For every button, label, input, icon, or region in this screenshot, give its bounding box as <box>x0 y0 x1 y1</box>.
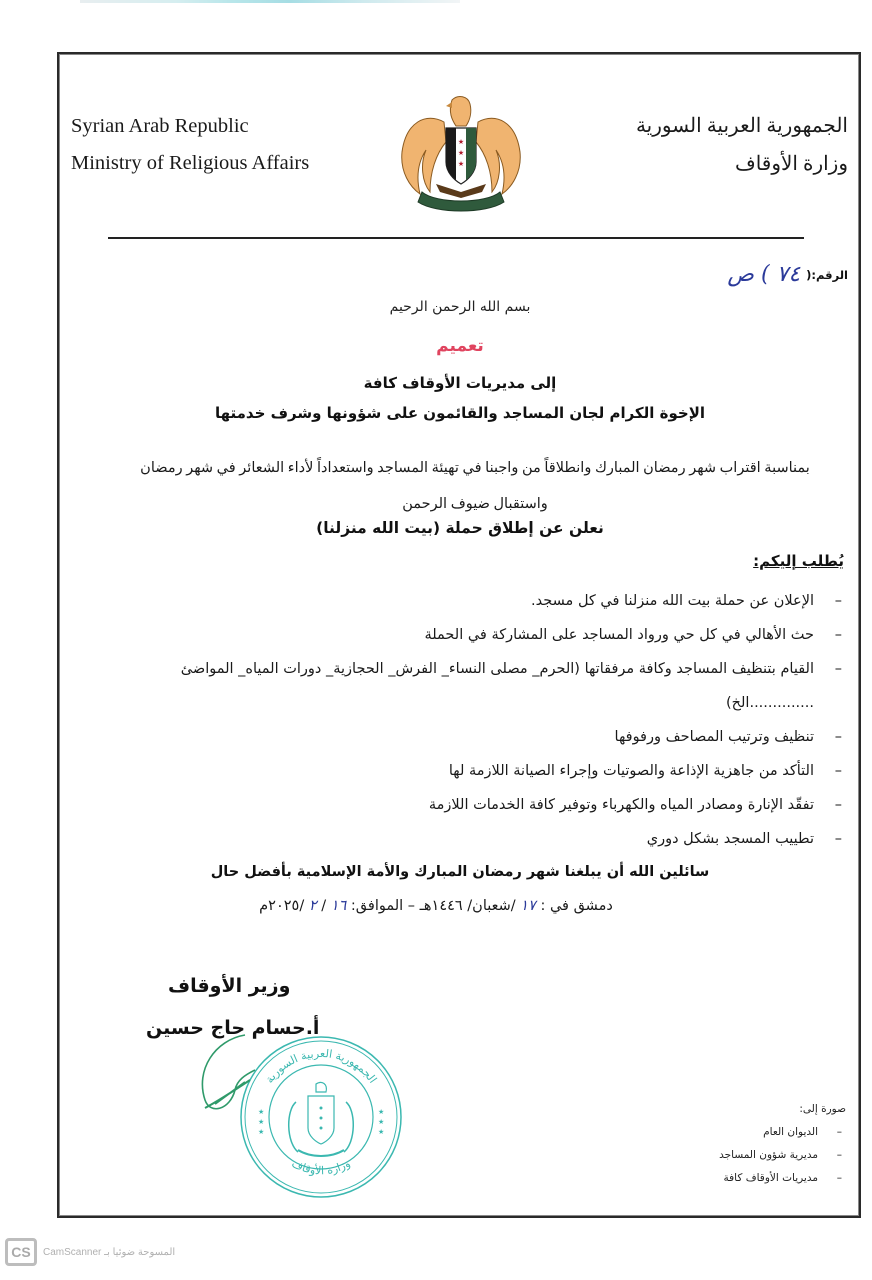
header-arabic-ministry: وزارة الأوقاف <box>734 153 848 175</box>
request-item: – القيام بتنظيف المساجد وكافة مرفقاتها (الحرم_ مصلى النساء_ الفرش_ الحجازية_ دورات المياه_ المواضئ ..............الخ) <box>124 652 844 720</box>
requests-list <box>124 584 844 856</box>
reference-handwritten-value: ٧٤ ) ص <box>727 262 801 287</box>
svg-text:★: ★ <box>378 1128 385 1136</box>
signatory-name: أ.حسام حاج حسين <box>146 1017 320 1039</box>
copy-recipient: – الديوان العام <box>763 1126 842 1138</box>
request-item: – تطييب المسجد بشكل دوري <box>124 822 844 856</box>
svg-text:★: ★ <box>457 149 465 157</box>
svg-text:★: ★ <box>378 1118 385 1126</box>
svg-text:★: ★ <box>258 1118 265 1126</box>
bullet-dash: – <box>834 797 842 813</box>
bullet-dash: – <box>834 627 842 643</box>
header-divider <box>108 237 804 239</box>
reference-number <box>727 262 848 287</box>
header-english-country: Syrian Arab Republic <box>71 115 249 137</box>
scan-artifact-strip <box>80 0 460 3</box>
date-prefix: دمشق في : <box>540 898 613 914</box>
stamp-top-text: الجمهورية العربية السورية <box>262 1046 380 1086</box>
handwritten-signature-icon <box>175 1030 275 1120</box>
copies-heading: صورة إلى: <box>799 1103 846 1115</box>
copy-recipient: – مديريات الأوقاف كافة <box>723 1172 842 1184</box>
document-type-title: تعميم <box>436 336 484 356</box>
copy-recipient: – مديرية شؤون المساجد <box>719 1149 842 1161</box>
gregorian-year: /٢٠٢٥م <box>259 898 305 914</box>
date-line: دمشق في : ١٧ /شعبان/ ١٤٤٦هـ – الموافق: ١٦ / ٢ /٢٠٢٥م <box>259 898 613 914</box>
camscanner-text: المسوحة ضوئيا بـ CamScanner <box>43 1246 176 1258</box>
svg-text:★: ★ <box>457 138 465 146</box>
svg-text:★: ★ <box>457 160 465 168</box>
recipient-line-1: إلى مديريات الأوقاف كافة <box>363 374 557 392</box>
bullet-dash: – <box>834 661 842 677</box>
signatory-title: وزير الأوقاف <box>168 975 291 997</box>
request-item: – التأكد من جاهزية الإذاعة والصوتيات وإجراء الصيانة اللازمة لها <box>124 754 844 788</box>
svg-text:★: ★ <box>378 1108 385 1116</box>
hijri-date-rest: /شعبان/ ١٤٤٦هـ – الموافق: <box>350 898 516 914</box>
campaign-announcement: نعلن عن إطلاق حملة (بيت الله منزلنا) <box>316 519 604 537</box>
header-english-ministry: Ministry of Religious Affairs <box>71 152 310 174</box>
closing-prayer: سائلين الله أن يبلغنا شهر رمضان المبارك والأمة الإسلامية بأفضل حال <box>210 864 710 880</box>
intro-paragraph: بمناسبة اقتراب شهر رمضان المبارك وانطلاقاً من واجبنا في تهيئة المساجد واستعداداً لأداء الشعائر في شهر رمضان واستقبال ضيوف الرحمن <box>140 460 810 512</box>
basmala: بسم الله الرحمن الرحيم <box>389 299 531 315</box>
svg-text:★: ★ <box>258 1108 265 1116</box>
camscanner-watermark <box>5 1238 175 1266</box>
request-item: – الإعلان عن حملة بيت الله منزلنا في كل مسجد. <box>124 584 844 618</box>
copies-to <box>719 1103 846 1190</box>
request-item: – تنظيف وترتيب المصاحف ورفوفها <box>124 720 844 754</box>
camscanner-logo-icon: CS <box>5 1238 37 1266</box>
request-item: – حث الأهالي في كل حي ورواد المساجد على المشاركة في الحملة <box>124 618 844 652</box>
recipient-line-2: الإخوة الكرام لجان المساجد والقائمون على شؤونها وشرف خدمتها <box>214 404 706 422</box>
stamp-bottom-text: وزارة الأوقاف <box>289 1156 353 1178</box>
bullet-dash: – <box>834 593 842 609</box>
bullet-dash: – <box>834 763 842 779</box>
requests-heading: يُطلب إليكم: <box>753 552 844 570</box>
request-item: – تفقّد الإنارة ومصادر المياه والكهرباء وتوفير كافة الخدمات اللازمة <box>124 788 844 822</box>
gregorian-day-handwritten: ١٦ <box>330 898 347 914</box>
syrian-eagle-emblem-icon <box>396 92 526 212</box>
svg-text:★: ★ <box>258 1128 265 1136</box>
header-arabic-country: الجمهورية العربية السورية <box>635 115 848 137</box>
bullet-dash: – <box>834 831 842 847</box>
svg-text:وزارة الأوقاف <box>290 1157 353 1178</box>
reference-label: الرقم:( <box>806 267 848 282</box>
gregorian-month-handwritten: ٢ <box>308 898 317 914</box>
hijri-day-handwritten: ١٧ <box>520 898 536 914</box>
bullet-dash: – <box>834 729 842 745</box>
